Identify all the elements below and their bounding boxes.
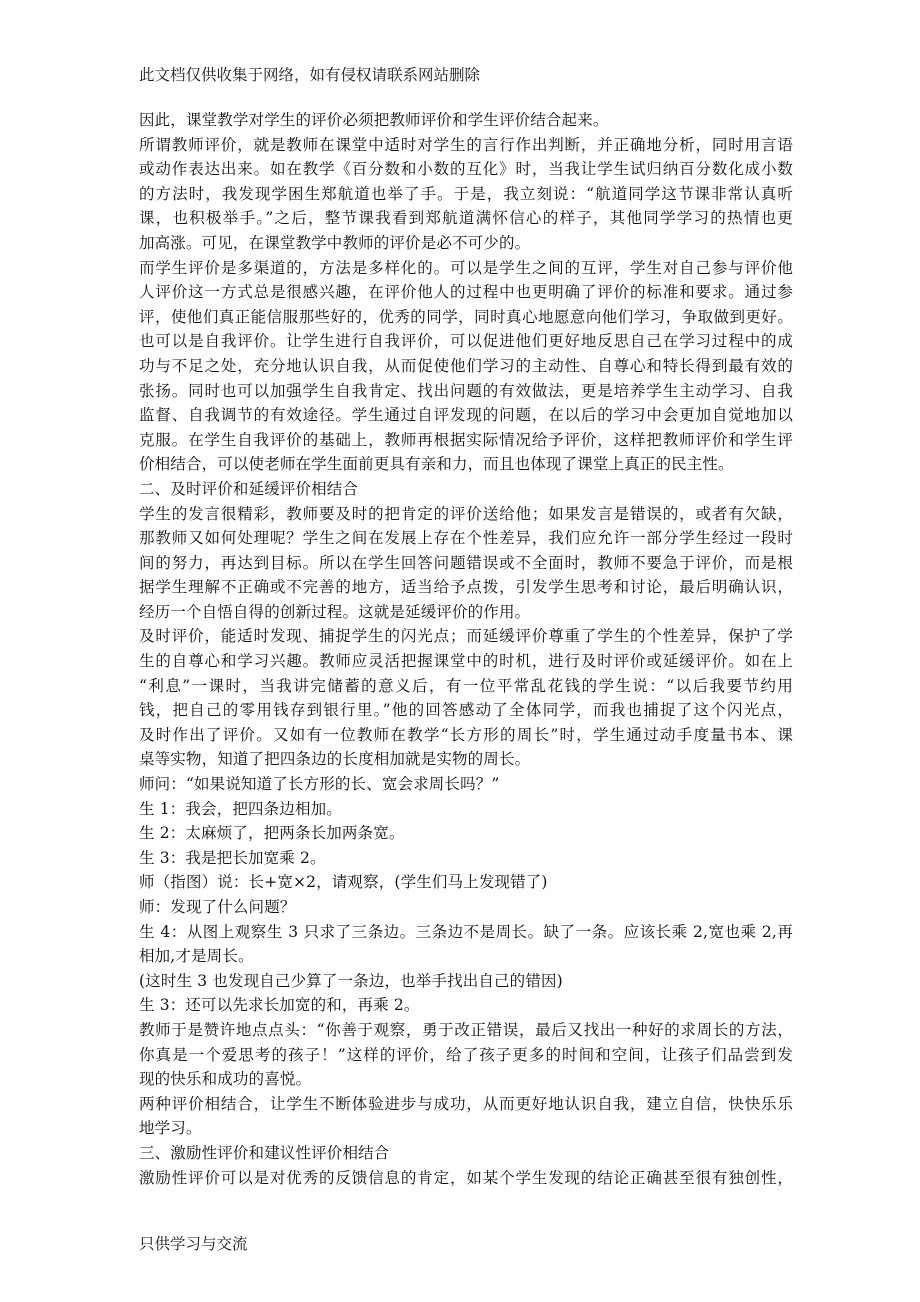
text-line: 而学生评价是多渠道的，方法是多样化的。可以是学生之间的互评，学生对自己参与评价他	[139, 258, 793, 277]
text-line: 克服。在学生自我评价的基础上，教师再根据实际情况给予评价，这样把教师评价和学生评	[139, 430, 793, 449]
text-line: 地学习。	[139, 1119, 202, 1138]
text-line: 张扬。同时也可以加强学生自我肯定、找出问题的有效做法，更是培养学生主动学习、自我	[139, 381, 793, 400]
text-line: 学生的发言很精彩，教师要及时的把肯定的评价送给他；如果发言是错误的，或者有欠缺，	[139, 504, 793, 523]
text-line: 价相结合，可以使老师在学生面前更具有亲和力，而且也体现了课堂上真正的民主性。	[139, 455, 734, 474]
text-line: 据学生理解不正确或不完善的地方，适当给予点拨，引发学生思考和讨论，最后明确认识，	[139, 578, 793, 597]
text-line: 及时作出了评价。又如有一位教师在教学“长方形的周长”时，学生通过动手度量书本、课	[139, 725, 793, 744]
text-line: 那教师又如何处理呢？学生之间在发展上存在个性差异，我们应允许一部分学生经过一段时	[139, 529, 793, 548]
text-line: 现的快乐和成功的喜悦。	[139, 1070, 312, 1089]
text-line: 激励性评价可以是对优秀的反馈信息的肯定，如某个学生发现的结论正确甚至很有独创性，	[139, 1168, 793, 1187]
text-line: 也可以是自我评价。让学生进行自我评价，可以促进他们更好地反思自己在学习过程中的成	[139, 332, 793, 351]
text-line: 因此，课堂教学对学生的评价必须把教师评价和学生评价结合起来。	[139, 111, 609, 129]
text-line: 生的自尊心和学习兴趣。教师应灵活把握课堂中的时机，进行及时评价或延缓评价。如在上	[139, 652, 793, 671]
text-line: 评，使他们真正能信服那些好的，优秀的同学，同时真心地愿意向他们学习，争取做到更好。	[139, 307, 793, 326]
text-line: 你真是一个爱思考的孩子！”这样的评价，给了孩子更多的时间和空间，让孩子们品尝到发	[139, 1045, 793, 1064]
text-line: 钱，把自己的零用钱存到银行里。”他的回答感动了全体同学，而我也捕捉了这个闪光点，	[139, 701, 793, 720]
text-line: 桌等实物，知道了把四条边的长度相加就是实物的周长。	[139, 750, 531, 769]
text-line: 生 2：太麻烦了，把两条长加两条宽。	[139, 824, 405, 843]
text-line: 师：发现了什么问题？	[139, 898, 296, 916]
text-line: 生 1：我会，把四条边相加。	[139, 799, 342, 818]
text-line: 教师于是赞许地点点头：“你善于观察，勇于改正错误，最后又找出一种好的求周长的方法，	[139, 1020, 793, 1039]
page-footer: 只供学习与交流	[139, 1235, 248, 1253]
text-line: 及时评价，能适时发现、捕捉学生的闪光点；而延缓评价尊重了学生的个性差异，保护了学	[139, 627, 793, 646]
text-line: 功与不足之处，充分地认识自我，从而促使他们学习的主动性、自尊心和特长得到最有效的	[139, 356, 793, 375]
text-line: “利息”一课时，当我讲完储蓄的意义后，有一位平常乱花钱的学生说：“以后我要节约用	[139, 676, 793, 695]
text-line: 三、激励性评价和建议性评价相结合	[139, 1143, 390, 1162]
page-header: 此文档仅供收集于网络，如有侵权请联系网站删除	[139, 66, 481, 84]
text-line: 课，也积极举手。”之后，整节课我看到郑航道满怀信心的样子，其他同学学习的热情也更	[139, 209, 793, 228]
text-line: 或动作表达出来。如在教学《百分数和小数的互化》时，当我让学生试归纳百分数化成小数	[139, 160, 793, 179]
text-line: 监督、自我调节的有效途径。学生通过自评发现的问题，在以后的学习中会更加自觉地加以	[139, 406, 793, 425]
text-line: 加高涨。可见，在课堂教学中教师的评价是必不可少的。	[139, 233, 531, 252]
text-line: 生 4：从图上观察生 3 只求了三条边。三条边不是周长。缺了一条。应该长乘 2,宽也乘 2,再	[139, 922, 793, 941]
text-line: 二、及时评价和延缓评价相结合	[139, 479, 359, 498]
text-line: 相加,才是周长。	[139, 947, 254, 966]
text-line: 人评价这一方式总是很感兴趣，在评价他人的过程中也更明确了评价的标准和要求。通过参	[139, 283, 793, 302]
text-line: 的方法时，我发现学困生郑航道也举了手。于是，我立刻说：“航道同学这节课非常认真听	[139, 184, 793, 203]
text-line: 间的努力，再达到目标。所以在学生回答问题错误或不全面时，教师不要急于评价，而是根	[139, 553, 793, 572]
text-line: 师（指图）说：长+宽×2，请观察，(学生们马上发现错了)	[139, 873, 548, 892]
text-line: 经历一个自悟自得的创新过程。这就是延缓评价的作用。	[139, 602, 531, 621]
text-line: 师问：“如果说知道了长方形的长、宽会求周长吗？”	[139, 775, 500, 794]
text-line: 生 3：我是把长加宽乘 2。	[139, 848, 326, 867]
document-body	[139, 108, 793, 1190]
text-line: 生 3：还可以先求长加宽的和，再乘 2。	[139, 996, 420, 1015]
text-line: 所谓教师评价，就是教师在课堂中适时对学生的言行作出判断，并正确地分析，同时用言语	[139, 135, 793, 154]
text-line: (这时生 3 也发现自己少算了一条边，也举手找出自己的错因)	[139, 971, 563, 990]
text-line: 两种评价相结合，让学生不断体验进步与成功，从而更好地认识自我，建立自信，快快乐乐	[139, 1094, 793, 1113]
